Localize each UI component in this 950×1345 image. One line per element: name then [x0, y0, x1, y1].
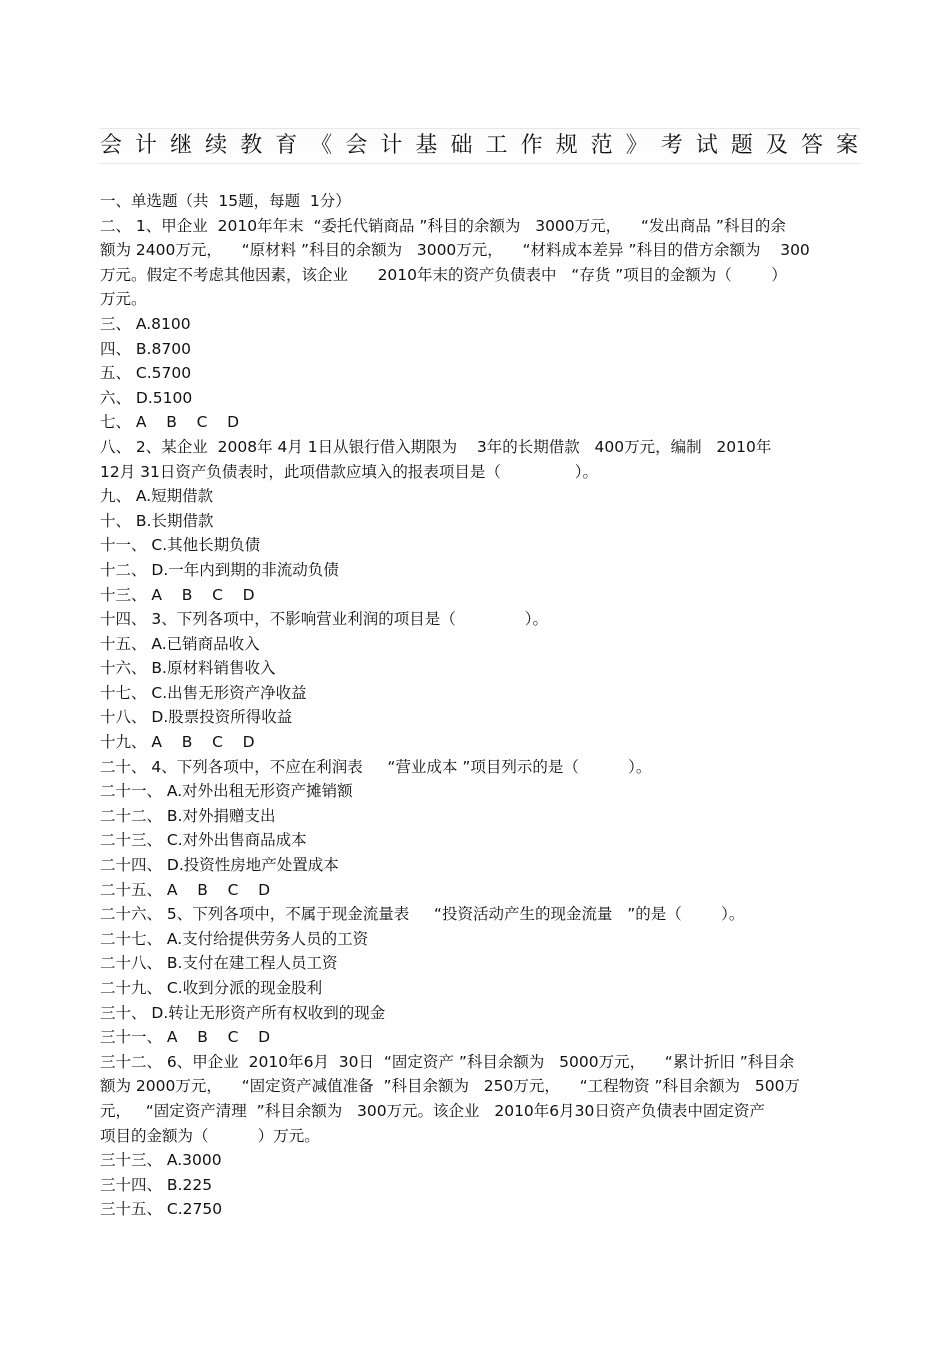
question-4-line-1: 二十、 4、下列各项中，不应在利润表 “营业成本 ”项目列示的是（ ）。	[100, 757, 652, 776]
question-3-choices: 十九、 A B C D	[100, 733, 255, 752]
question-1-option-c: 五、 C.5700	[100, 364, 192, 383]
question-6-option-b: 三十四、 B.225	[100, 1175, 213, 1194]
question-3-option-b: 十六、 B.原材料销售收入	[100, 659, 276, 678]
question-6-line-1: 三十二、 6、甲企业 2010年6月 30日 “固定资产 ”科目余额为 5000万元， “累计折旧 ”科目余	[100, 1052, 795, 1071]
question-2-option-a: 九、 A.短期借款	[100, 487, 214, 506]
question-3-option-c: 十七、 C.出售无形资产净收益	[100, 683, 307, 702]
question-1-choices: 七、 A B C D	[100, 413, 240, 432]
question-1-option-a: 三、 A.8100	[100, 314, 191, 333]
question-5-choices: 三十一、 A B C D	[100, 1028, 271, 1047]
question-2-line-1: 八、 2、某企业 2008年 4月 1日从银行借入期限为 3年的长期借款 400万元，编制 2010年	[100, 437, 772, 456]
question-4-option-b: 二十二、 B.对外捐赠支出	[100, 806, 276, 825]
question-1-line-4: 万元。	[100, 290, 147, 309]
question-6-option-c: 三十五、 C.2750	[100, 1200, 223, 1219]
question-5-option-b: 二十八、 B.支付在建工程人员工资	[100, 954, 338, 973]
question-6-line-3: 元， “固定资产清理 ”科目余额为 300万元。该企业 2010年6月30日资产负债表中固定资产	[100, 1101, 765, 1120]
question-1-option-d: 六、 D.5100	[100, 388, 193, 407]
question-1-line-3: 万元。假定不考虑其他因素，该企业 2010年末的资产负债表中 “存货 ”项目的金额为（ ）	[100, 265, 787, 284]
question-4-option-c: 二十三、 C.对外出售商品成本	[100, 831, 307, 850]
question-4-option-a: 二十一、 A.对外出租无形资产摊销额	[100, 782, 353, 801]
question-2-choices: 十三、 A B C D	[100, 585, 255, 604]
question-3-option-d: 十八、 D.股票投资所得收益	[100, 708, 293, 727]
question-6-line-4: 项目的金额为（ ）万元。	[100, 1126, 320, 1145]
question-6-option-a: 三十三、 A.3000	[100, 1151, 222, 1170]
question-4-choices: 二十五、 A B C D	[100, 880, 271, 899]
document-title: 会计继续教育《会计基础工作规范》考试题及答案	[100, 128, 860, 164]
question-5-option-c: 二十九、 C.收到分派的现金股利	[100, 979, 323, 997]
question-5-line-1: 二十六、 5、下列各项中，不属于现金流量表 “投资活动产生的现金流量 ”的是（ ）。	[100, 905, 745, 924]
question-1-line-1: 二、 1、甲企业 2010年年末 “委托代销商品 ”科目的余额为 3000万元， “发出商品 ”科目的余	[100, 216, 786, 235]
question-5-option-d: 三十、 D.转让无形资产所有权收到的现金	[100, 1003, 386, 1022]
question-2-line-2: 12月 31日资产负债表时，此项借款应填入的报表项目是（ ）。	[100, 462, 599, 481]
question-2-option-b: 十、 B.长期借款	[100, 511, 214, 530]
question-4-option-d: 二十四、 D.投资性房地产处置成本	[100, 856, 339, 875]
section-heading: 一、单选题（共 15题，每题 1分）	[100, 192, 351, 210]
question-6-line-2: 额为 2000万元， “固定资产减值准备 ”科目余额为 250万元， “工程物资 ”科目余额为 500万	[100, 1077, 800, 1096]
question-1-line-2: 额为 2400万元， “原材料 ”科目的余额为 3000万元， “材料成本差异 ”科目的借方余额为 300	[100, 241, 810, 260]
question-3-line-1: 十四、 3、下列各项中，不影响营业利润的项目是（ ）。	[100, 610, 549, 629]
question-1-option-b: 四、 B.8700	[100, 339, 191, 358]
question-2-option-d: 十二、 D.一年内到期的非流动负债	[100, 560, 339, 579]
question-list	[100, 189, 860, 1222]
question-2-option-c: 十一、 C.其他长期负债	[100, 536, 261, 555]
question-3-option-a: 十五、 A.已销商品收入	[100, 634, 260, 653]
question-5-option-a: 二十七、 A.支付给提供劳务人员的工资	[100, 929, 369, 948]
